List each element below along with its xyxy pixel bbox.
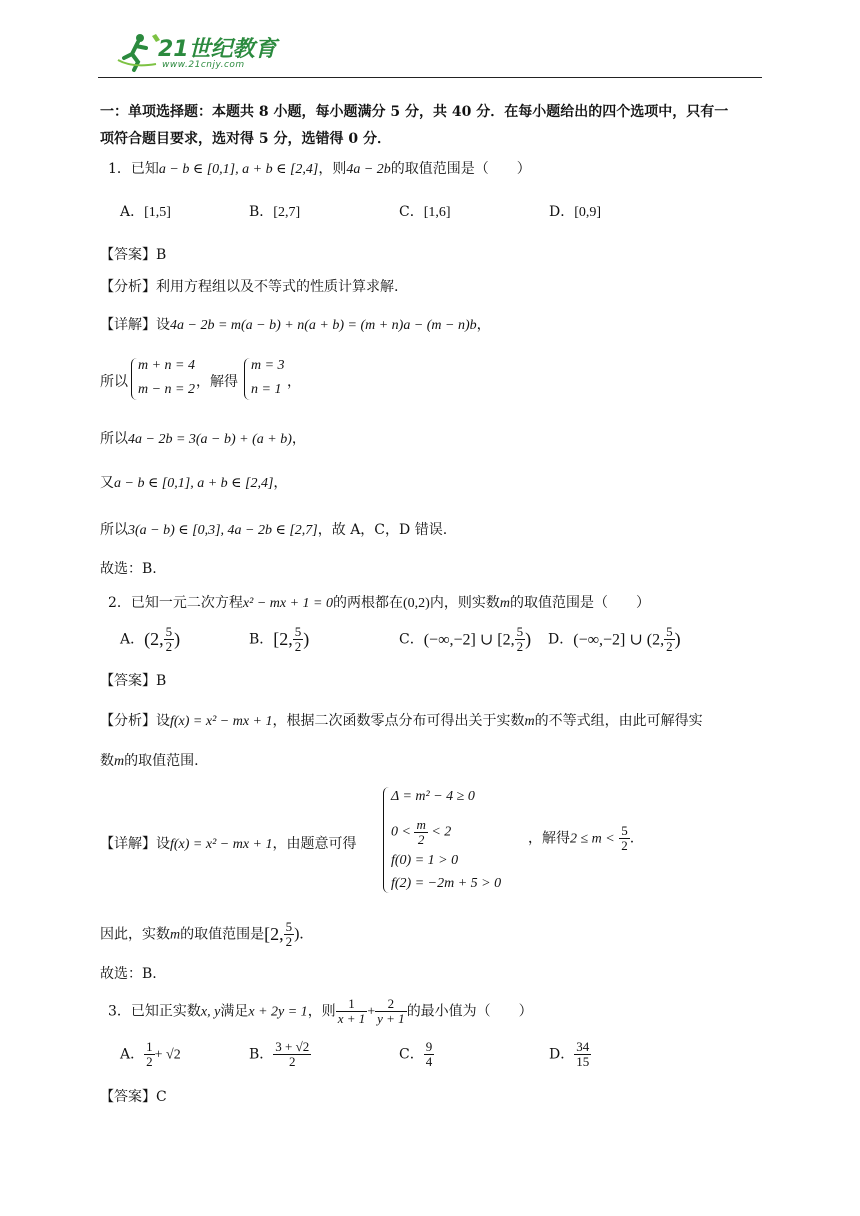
- q3-answer: 【答案】C: [100, 1089, 167, 1105]
- section-heading-line2: 项符合题目要求，选对得 5 分，选错得 0 分．: [100, 131, 391, 147]
- q1-answer: 【答案】B: [100, 247, 167, 263]
- q2-answer: 【答案】B: [100, 673, 167, 689]
- q1-option-a: A．[1,5]: [120, 204, 171, 220]
- header-rule: [98, 77, 762, 78]
- q1-detail: 【详解】设4a − 2b = m(a − b) + n(a + b) = (m + n)a − (m − n)b，: [100, 317, 491, 333]
- q1-option-c: C．[1,6]: [399, 204, 451, 220]
- q2-detail: 【详解】设f(x) = x² − mx + 1，由题意可得: [100, 836, 357, 852]
- q1-system2-eq2: n = 1: [251, 382, 282, 397]
- q1-system2-eq1: m = 3: [251, 358, 285, 373]
- q2-conclude: 因此，实数m的取值范围是[2, $\frac{5}{2}$ ).: [100, 919, 304, 949]
- q1-choose: 故选：B.: [100, 561, 157, 577]
- q2-solve: ，解得2 ≤ m < $\frac{5}{2}$ .: [528, 823, 635, 853]
- q2-system-eq2: 0 < $\frac{m}{2}$ < 2: [391, 817, 452, 847]
- q1-option-b: B．[2,7]: [249, 204, 301, 220]
- q2-analysis-line2: 数m的取值范围.: [100, 753, 199, 769]
- q2-system-eq3: f(0) = 1 > 0: [391, 853, 459, 868]
- q1-again: 又a − b ∈ [0,1], a + b ∈ [2,4]，: [100, 475, 288, 491]
- q1-stem: 1．已知a − b ∈ [0,1], a + b ∈ [2,4]，则4a − 2b的取值范围是（ ）: [108, 161, 531, 177]
- logo-url: www.21cnjy.com: [162, 60, 245, 70]
- q3-option-b: B． $\frac{3 + √2}{2}$: [249, 1039, 310, 1069]
- q1-so1: 所以: [100, 374, 128, 390]
- q2-option-b: B．[2, $\frac{5}{2}$ ): [249, 624, 310, 654]
- section-heading-line1: 一：单项选择题：本题共 8 小题，每小题满分 5 分，共 40 分．在每小题给出的四个选项中，只有一: [100, 104, 729, 120]
- q2-option-c: C．(−∞,−2] ∪ [2, $\frac{5}{2}$ ): [399, 624, 532, 654]
- q3-option-c: C． $\frac{9}{4}$: [399, 1039, 433, 1069]
- q1-stem-math: a − b ∈ [0,1], a + b ∈ [2,4]: [158, 162, 319, 177]
- logo: [112, 28, 282, 74]
- q1-so2: 所以4a − 2b = 3(a − b) + (a + b)，: [100, 431, 306, 447]
- q3-option-a: A． $\frac{1}{2}$ + √2: [120, 1039, 181, 1069]
- q3-stem: 3．已知正实数x, y满足x + 2y = 1，则 $\frac{1}{x + 1}$ + $\frac{2}{y + 1}$ 的最小值为（ ）: [108, 996, 533, 1026]
- q1-system1-eq2: m − n = 2: [138, 382, 196, 397]
- q2-stem: 2．已知一元二次方程x² − mx + 1 = 0的两根都在(0,2)内，则实数m的取值范围是（ ）: [108, 595, 650, 611]
- logo-brand: 21世纪教育: [158, 37, 277, 62]
- q1-option-d: D．[0,9]: [549, 204, 602, 220]
- q1-system1-eq1: m + n = 4: [138, 358, 196, 373]
- q3-option-d: D． $\frac{34}{15}$: [549, 1039, 590, 1069]
- q2-analysis-line1: 【分析】设f(x) = x² − mx + 1，根据二次函数零点分布可得出关于实数m的不等式组，由此可解得实: [100, 713, 703, 729]
- q1-comma: ，: [287, 374, 301, 390]
- q1-so3: 所以3(a − b) ∈ [0,3], 4a − 2b ∈ [2,7]，故 A，C，D 错误.: [100, 522, 448, 538]
- q1-analysis: 【分析】利用方程组以及不等式的性质计算求解.: [100, 279, 399, 295]
- q2-system-eq1: Δ = m² − 4 ≥ 0: [391, 789, 475, 804]
- q2-choose: 故选：B.: [100, 966, 157, 982]
- q2-option-d: D．(−∞,−2] ∪ (2, $\frac{5}{2}$ ): [548, 624, 681, 654]
- q1-solve: ，解得: [196, 374, 238, 390]
- q2-system-eq4: f(2) = −2m + 5 > 0: [391, 876, 502, 891]
- q2-option-a: A．(2, $\frac{5}{2}$ ): [120, 624, 181, 654]
